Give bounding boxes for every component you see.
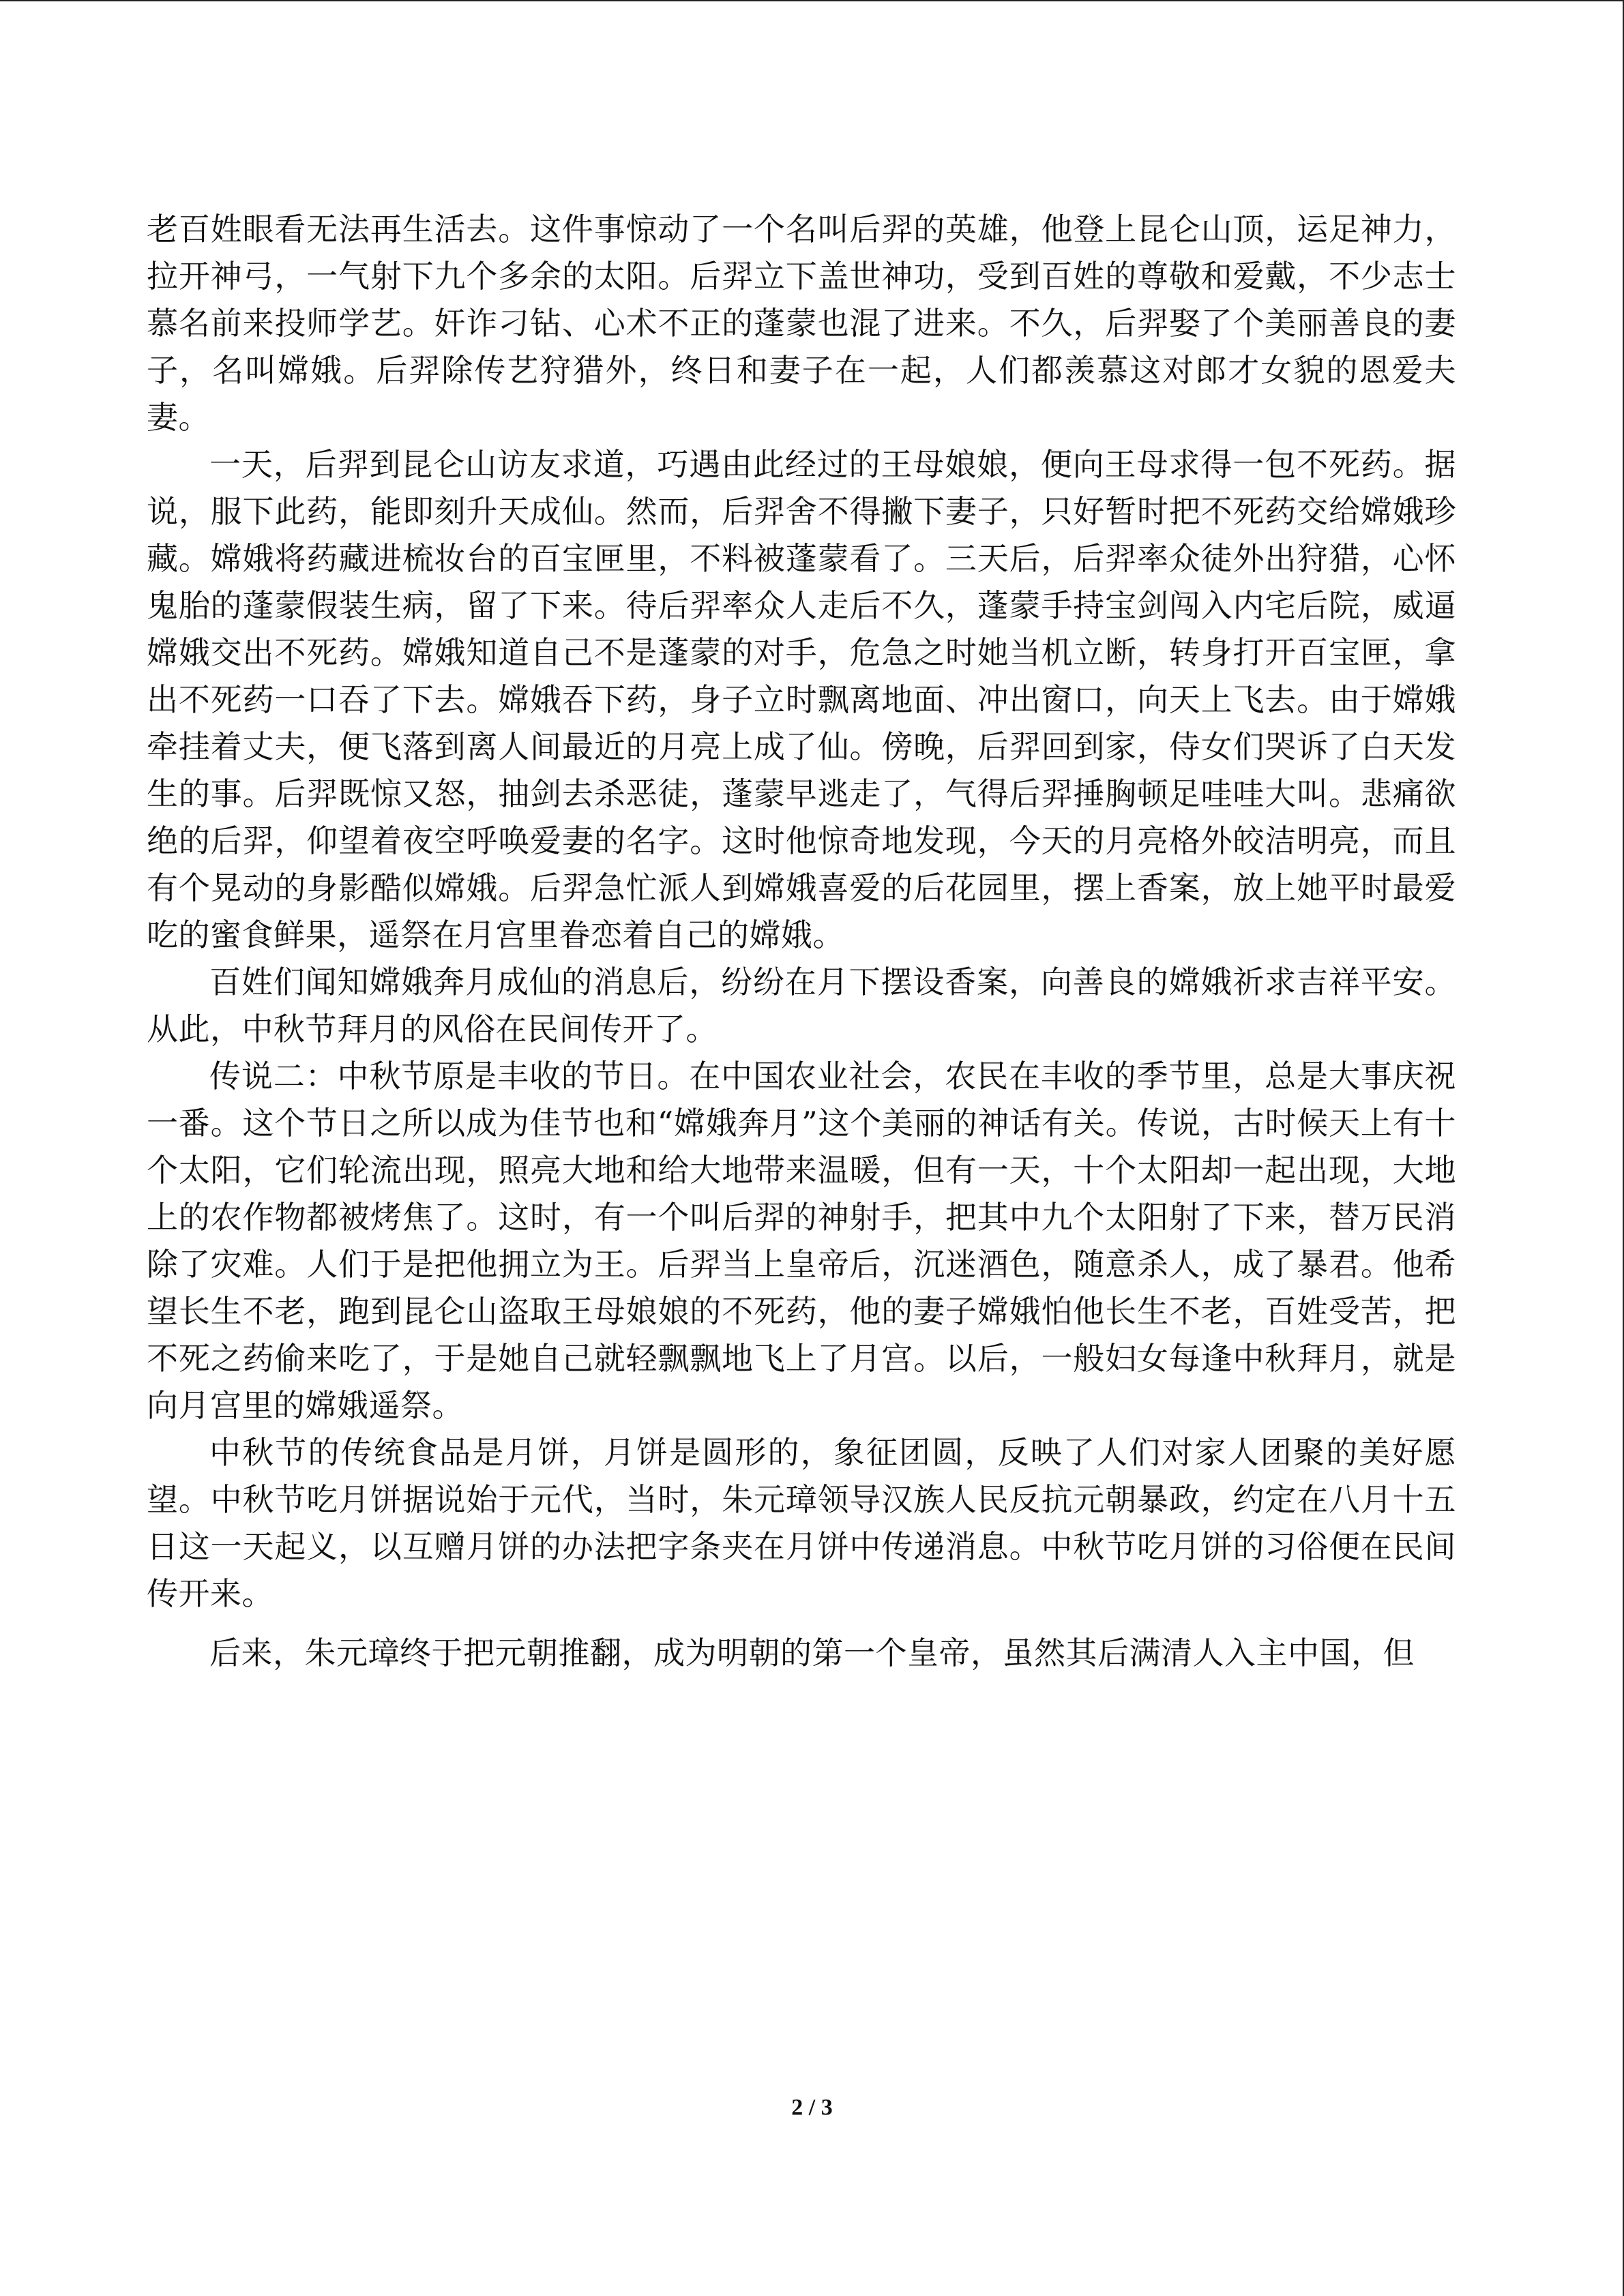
paragraph-1: 老百姓眼看无法再生活去。这件事惊动了一个名叫后羿的英雄，他登上昆仑山顶，运足神力，拉开神弓，一气射下九个多余的太阳。后羿立下盖世神功，受到百姓的尊敬和爱戴，不少志士慕名前来投师学艺。奸诈刁钻、心术不正的蓬蒙也混了进来。不久，后羿娶了个美丽善良的妻子，名叫嫦娥。后羿除传艺狩猎外，终日和妻子在一起，人们都羡慕这对郎才女貌的恩爱夫妻。: [147, 211, 1456, 436]
paragraph-3: 百姓们闻知嫦娥奔月成仙的消息后，纷纷在月下摆设香案，向善良的嫦娥祈求吉祥平安。从此，中秋节拜月的风俗在民间传开了。: [147, 964, 1456, 1047]
paragraph-5: 中秋节的传统食品是月饼，月饼是圆形的，象征团圆，反映了人们对家人团聚的美好愿望。中秋节吃月饼据说始于元代，当时，朱元璋领导汉族人民反抗元朝暴政，约定在八月十五日这一天起义，以互赠月饼的办法把字条夹在月饼中传递消息。中秋节吃月饼的习俗便在民间传开来。: [147, 1434, 1456, 1612]
page-number: 2 / 3: [791, 2095, 833, 2120]
paragraph-6: 后来，朱元璋终于把元朝推翻，成为明朝的第一个皇帝，虽然其后满清人入主中国，但: [209, 1635, 1415, 1671]
document-body: [147, 206, 1456, 1677]
paragraph-2: 一天，后羿到昆仑山访友求道，巧遇由此经过的王母娘娘，便向王母求得一包不死药。据说，服下此药，能即刻升天成仙。然而，后羿舍不得撇下妻子，只好暂时把不死药交给嫦娥珍藏。嫦娥将药藏进梳妆台的百宝匣里，不料被蓬蒙看了。三天后，后羿率众徒外出狩猎，心怀鬼胎的蓬蒙假装生病，留了下来。待后羿率众人走后不久，蓬蒙手持宝剑闯入内宅后院，威逼嫦娥交出不死药。嫦娥知道自己不是蓬蒙的对手，危急之时她当机立断，转身打开百宝匣，拿出不死药一口吞了下去。嫦娥吞下药，身子立时飘离地面、冲出窗口，向天上飞去。由于嫦娥牵挂着丈夫，便飞落到离人间最近的月亮上成了仙。傍晚，后羿回到家，侍女们哭诉了白天发生的事。后羿既惊又怒，抽剑去杀恶徒，蓬蒙早逃走了，气得后羿捶胸顿足哇哇大叫。悲痛欲绝的后羿，仰望着夜空呼唤爱妻的名字。这时他惊奇地发现，今天的月亮格外皎洁明亮，而且有个晃动的身影酷似嫦娥。后羿急忙派人到嫦娥喜爱的后花园里，摆上香案，放上她平时最爱吃的蜜食鲜果，遥祭在月宫里眷恋着自己的嫦娥。: [147, 446, 1456, 953]
paragraph-4: 传说二：中秋节原是丰收的节日。在中国农业社会，农民在丰收的季节里，总是大事庆祝一番。这个节日之所以成为佳节也和“嫦娥奔月”这个美丽的神话有关。传说，古时候天上有十个太阳，它们轮流出现，照亮大地和给大地带来温暖，但有一天，十个太阳却一起出现，大地上的农作物都被烤焦了。这时，有一个叫后羿的神射手，把其中九个太阳射了下来，替万民消除了灾难。人们于是把他拥立为王。后羿当上皇帝后，沉迷酒色，随意杀人，成了暴君。他希望长生不老，跑到昆仑山盗取王母娘娘的不死药，他的妻子嫦娥怕他长生不老，百姓受苦，把不死之药偷来吃了，于是她自己就轻飘飘地飞上了月宫。以后，一般妇女每逢中秋拜月，就是向月宫里的嫦娥遥祭。: [147, 1058, 1456, 1424]
